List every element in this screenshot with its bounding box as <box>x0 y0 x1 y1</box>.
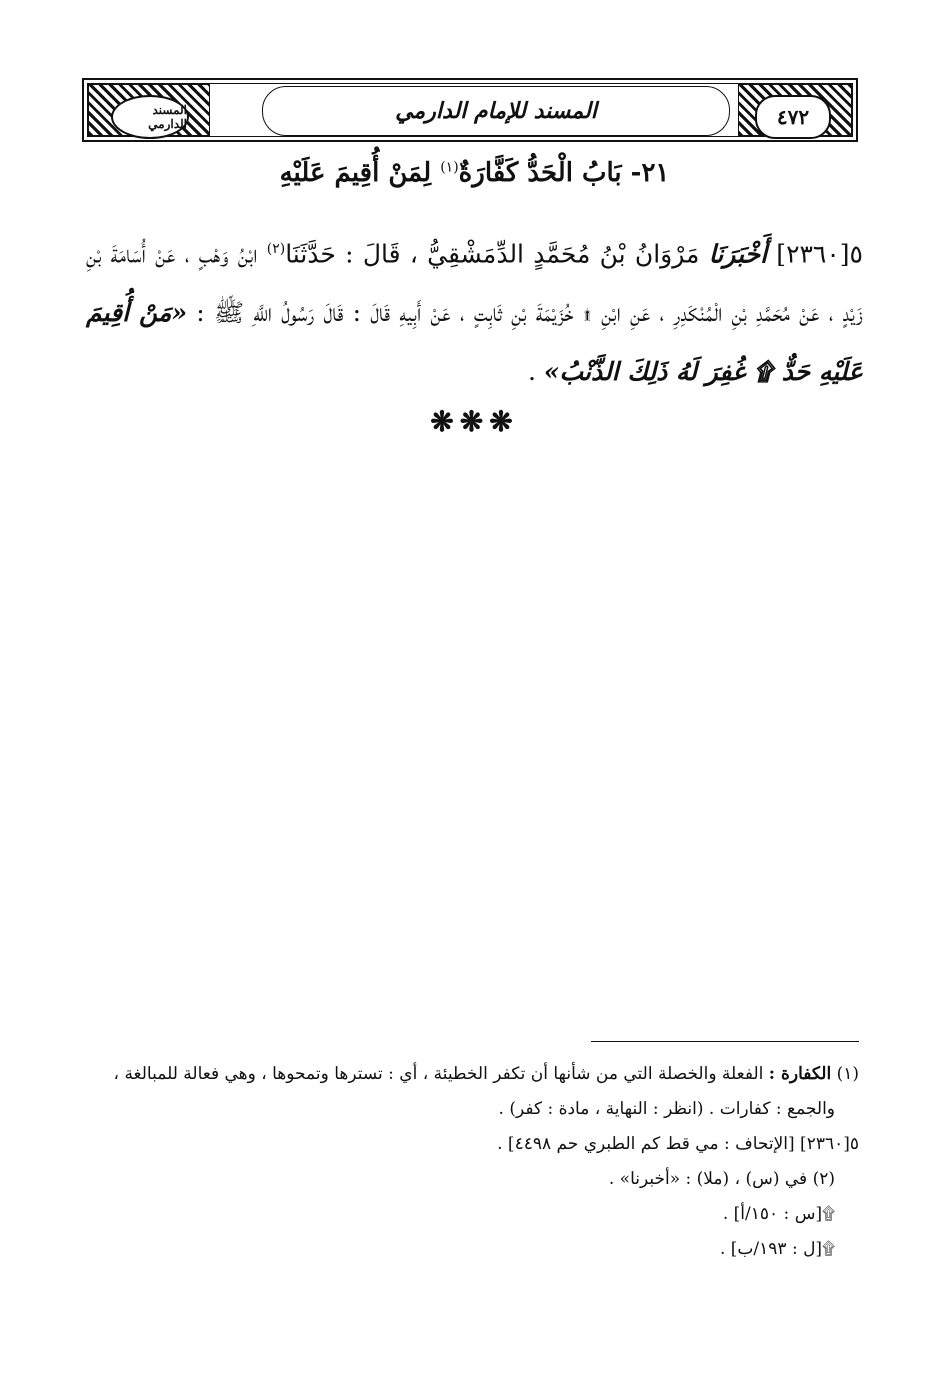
footnote-ref-1: (١) <box>440 159 459 176</box>
footnote-1-continued: والجمع : كفارات . (انظر : النهاية ، مادة : كفر) . <box>498 1099 835 1119</box>
running-title: المسند للإمام الدارمي <box>395 98 597 124</box>
header-ornament-right <box>738 84 852 136</box>
hadith-text-1: مَرْوَانُ بْنُ مُحَمَّدٍ الدِّمَشْقِيُّ ، قَالَ : حَدَّثَنَا <box>285 239 700 269</box>
hadith-text <box>86 220 863 401</box>
footnote-ref-2: (٢) <box>266 241 286 257</box>
footnote-1-label: (١) <box>836 1064 859 1084</box>
footnote-2: (٢) في (س) ، (ملا) : «أخبرنا» . <box>608 1169 835 1189</box>
chapter-title-main: ٢١- بَابُ الْحَدُّ كَفَّارَةٌ <box>458 158 670 188</box>
footnotes <box>86 1057 859 1267</box>
hadith-number: ٥[٢٣٦٠] <box>776 239 863 269</box>
page-header <box>82 78 858 142</box>
chapter-title-rest: لِمَنْ أُقِيمَ عَلَيْهِ <box>279 158 432 188</box>
page-number: ٤٧٢ <box>755 95 831 139</box>
header-ornament-left <box>88 84 210 136</box>
medallion-text: المسند الدارمي <box>148 103 187 131</box>
running-title-box <box>262 86 730 136</box>
hadith-verb: أَخْبَرَنَا <box>708 239 768 269</box>
logo-medallion <box>111 95 189 139</box>
footnote-rule <box>591 1041 859 1042</box>
section-separator: ❋❋❋ <box>430 405 519 438</box>
hadith-end: . <box>527 357 544 387</box>
footnote-hadith-source: ٥[٢٣٦٠] [الإتحاف : مي قط كم الطبري حم ٤٤٩٨] . <box>497 1134 859 1154</box>
footnote-1-term: الكفارة : <box>768 1064 832 1084</box>
hadith-quote: «مَنْ أُقِيمَ عَلَيْهِ حَدٌّ ۩ غُفِرَ لَهُ ذَلِكَ الذَّنْبُ» <box>86 298 863 387</box>
footnote-1-text: الفعلة والخصلة التي من شأنها أن تكفر الخطيئة ، أي : تسترها وتمحوها ، وهي فعالة للمبالغة ، <box>113 1064 764 1084</box>
hadith-text-2: ابْنُ وَهْبٍ ، عَنْ أُسَامَةَ بْنِ زَيْدٍ ، عَنْ مُحَمَّدِ بْنِ الْمُنْكَدِرِ ، عَنِ ابْنِ ۩ خُزَيْمَةَ بْنِ ثَابِتٍ ، عَنْ أَبِيهِ قَالَ : قَالَ رَسُولُ اللَّهِ ﷺ : <box>86 239 863 328</box>
footnote-3: ۩[س : ١٥٠/أ] . <box>722 1204 835 1224</box>
chapter-title <box>0 158 949 188</box>
footnote-4: ۩[ل : ١٩٣/ب] . <box>719 1239 835 1259</box>
footnote-1 <box>86 1057 859 1092</box>
